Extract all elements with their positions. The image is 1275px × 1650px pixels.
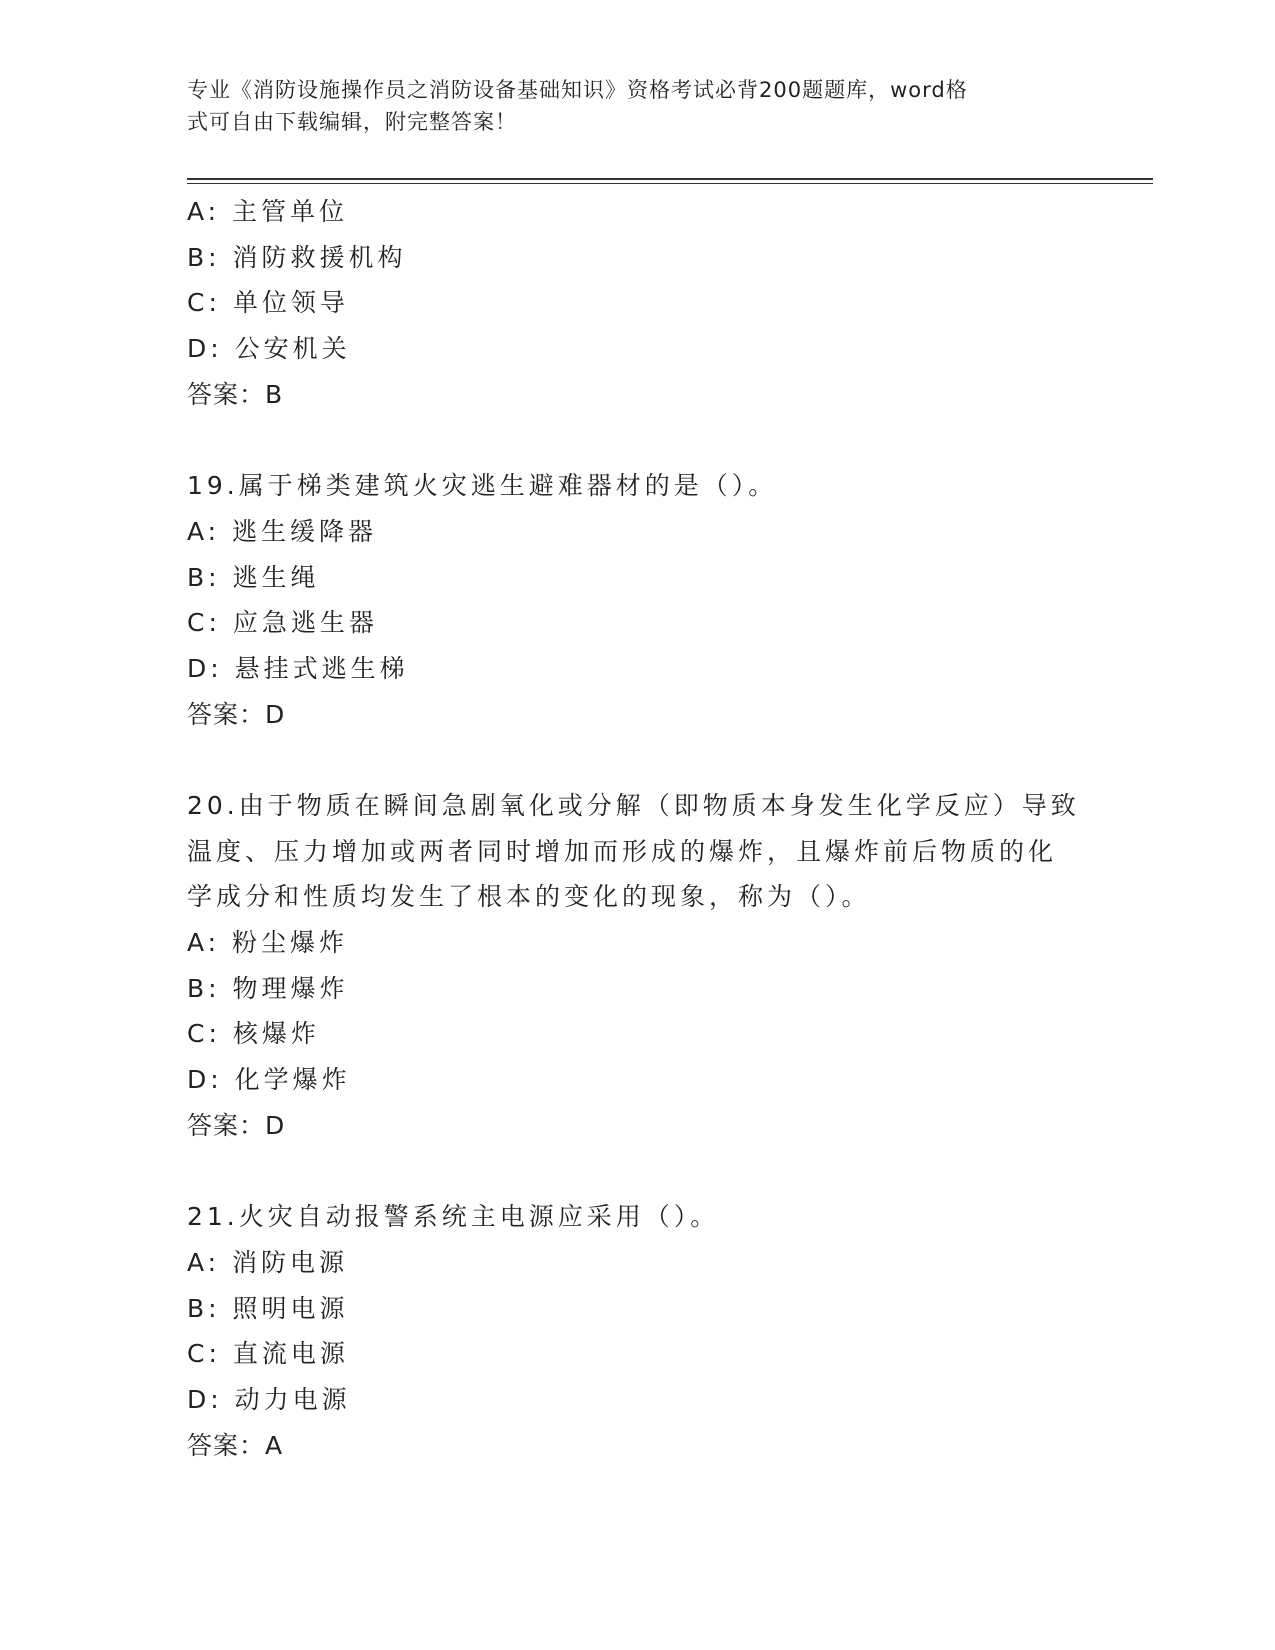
question-19 <box>187 463 1087 737</box>
q18-option-d: D: 公安机关 <box>187 334 351 364</box>
question-20 <box>187 783 1087 1149</box>
q20-option-c: C: 核爆炸 <box>187 1019 320 1049</box>
header-divider-top <box>187 178 1153 180</box>
q20-option-b: B: 物理爆炸 <box>187 973 349 1003</box>
q18-option-b: B: 消防救援机构 <box>187 242 407 272</box>
q21-question-text: 21.火灾自动报警系统主电源应采用（）。 <box>187 1202 720 1232</box>
q19-answer: 答案：D <box>187 699 286 729</box>
q21-option-d: D: 动力电源 <box>187 1384 351 1414</box>
q18-option-c: C: 单位领导 <box>187 288 349 318</box>
q20-question-text-line-2: 温度、压力增加或两者同时增加而形成的爆炸，且爆炸前后物质的化 <box>187 836 1058 866</box>
q19-option-d: D: 悬挂式逃生梯 <box>187 653 409 683</box>
spacer <box>187 417 1087 463</box>
q20-answer: 答案：D <box>187 1110 286 1140</box>
q20-option-a: A: 粉尘爆炸 <box>187 928 349 957</box>
q19-option-b: B: 逃生绳 <box>187 562 320 592</box>
q21-option-a: A: 消防电源 <box>187 1247 349 1277</box>
q21-answer: 答案：A <box>187 1430 284 1460</box>
header-line-2: 式可自由下载编辑，附完整答案！ <box>187 110 517 134</box>
q21-option-b: B: 照明电源 <box>187 1293 349 1323</box>
q20-question-text-line-1: 20.由于物质在瞬间急剧氧化或分解（即物质本身发生化学反应）导致 <box>187 790 1080 820</box>
header-divider-bottom <box>187 183 1153 184</box>
q18-answer: 答案：B <box>187 379 284 409</box>
q19-question-text: 19.属于梯类建筑火灾逃生避难器材的是（）。 <box>187 471 778 501</box>
q20-option-d: D: 化学爆炸 <box>187 1065 351 1095</box>
q19-option-c: C: 应急逃生器 <box>187 608 378 638</box>
question-21 <box>187 1194 1087 1468</box>
q18-option-a: A: 主管单位 <box>187 197 349 226</box>
q21-option-c: C: 直流电源 <box>187 1339 349 1369</box>
document-header <box>187 74 1067 138</box>
q20-question-text-line-3: 学成分和性质均发生了根本的变化的现象，称为（）。 <box>187 882 871 912</box>
spacer <box>187 1148 1087 1194</box>
question-list <box>187 189 1087 1468</box>
header-line-1: 专业《消防设施操作员之消防设备基础知识》资格考试必背200题题库，word格 <box>187 78 968 102</box>
spacer <box>187 737 1087 783</box>
q19-option-a: A: 逃生缓降器 <box>187 516 378 546</box>
question-18 <box>187 189 1087 417</box>
